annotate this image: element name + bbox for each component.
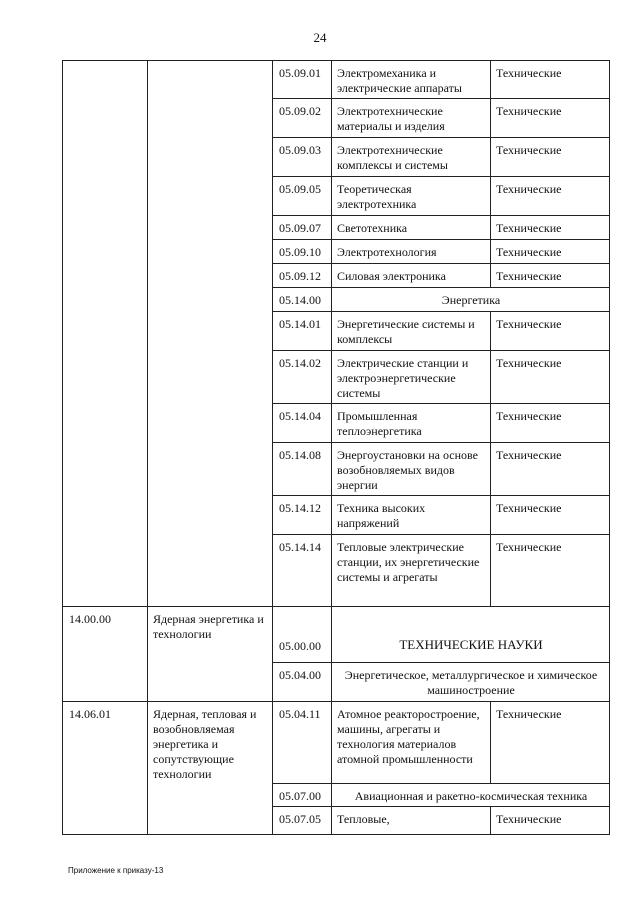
table-bottom-border	[62, 834, 610, 835]
specialty-name-cell: Электротехнические комплексы и системы	[331, 137, 490, 176]
specialty-code-cell: 05.14.02	[272, 350, 331, 403]
group-code-cell: 14.00.00	[62, 606, 147, 701]
specialty-name-cell: Тепловые,	[331, 806, 490, 834]
group-code-cell: 14.06.01	[62, 701, 147, 834]
specialty-code-cell: 05.14.00	[272, 287, 331, 311]
specialty-code-cell: 05.09.10	[272, 239, 331, 263]
specialty-code-cell: 05.09.02	[272, 98, 331, 137]
specialty-code-cell: 05.14.08	[272, 442, 331, 495]
page-number: 24	[313, 30, 327, 45]
science-field-cell: Технические	[490, 98, 609, 137]
specialty-code-cell: 05.14.14	[272, 534, 331, 606]
section-heading-cell: Энергетика	[331, 287, 609, 311]
section-heading-cell: Энергетическое, металлургическое и химическое машиностроение	[331, 662, 609, 701]
specialty-name-cell: Электротехнические материалы и изделия	[331, 98, 490, 137]
group-name-cell: Ядерная энергетика и технологии	[147, 606, 272, 701]
science-field-cell: Технические	[490, 176, 609, 215]
specialty-code-cell: 05.14.01	[272, 311, 331, 350]
group-code-cell-empty	[62, 60, 147, 606]
specialty-name-cell: Промышленная теплоэнергетика	[331, 403, 490, 442]
science-field-cell: Технические	[490, 403, 609, 442]
specialty-code-cell: 05.09.07	[272, 215, 331, 239]
specialty-code-cell: 05.07.05	[272, 806, 331, 834]
specialty-name-cell: Энергоустановки на основе возобновляемых видов энергии	[331, 442, 490, 495]
science-field-cell: Технические	[490, 215, 609, 239]
specialty-name-cell: Светотехника	[331, 215, 490, 239]
footer-note: Приложение к приказу-13	[68, 866, 164, 875]
group-name-cell: Ядерная, тепловая и возобновляемая энергетика и сопутствующие технологии	[147, 701, 272, 834]
specialty-code-cell: 05.04.11	[272, 701, 331, 783]
specialty-name-cell: Энергетические системы и комплексы	[331, 311, 490, 350]
specialty-name-cell: Электротехнология	[331, 239, 490, 263]
specialty-name-cell: Техника высоких напряжений	[331, 495, 490, 534]
science-field-cell: Технические	[490, 311, 609, 350]
specialty-code-cell: 05.09.12	[272, 263, 331, 287]
science-field-cell: Технические	[490, 534, 609, 606]
specialty-code-cell: 05.09.03	[272, 137, 331, 176]
science-field-cell: Технические	[490, 60, 609, 98]
specialty-code-cell: 05.04.00	[272, 662, 331, 701]
specialty-code-cell: 05.14.12	[272, 495, 331, 534]
specialty-name-cell: Силовая электроника	[331, 263, 490, 287]
section-heading-cell: ТЕХНИЧЕСКИЕ НАУКИ	[331, 606, 609, 662]
science-field-cell: Технические	[490, 806, 609, 834]
specialty-name-cell: Тепловые электрические станции, их энергетические системы и агрегаты	[331, 534, 490, 606]
specialty-code-cell: 05.00.00	[272, 606, 331, 662]
science-field-cell: Технические	[490, 701, 609, 783]
science-field-cell: Технические	[490, 239, 609, 263]
table-right-border	[609, 60, 610, 834]
specialty-code-cell: 05.09.05	[272, 176, 331, 215]
specialty-code-cell: 05.07.00	[272, 783, 331, 806]
science-field-cell: Технические	[490, 495, 609, 534]
group-name-cell-empty	[147, 60, 272, 606]
specialty-code-cell: 05.09.01	[272, 60, 331, 98]
science-field-cell: Технические	[490, 263, 609, 287]
science-field-cell: Технические	[490, 350, 609, 403]
science-field-cell: Технические	[490, 442, 609, 495]
specialty-code-cell: 05.14.04	[272, 403, 331, 442]
specialty-name-cell: Теоретическая электротехника	[331, 176, 490, 215]
section-heading-cell: Авиационная и ракетно-космическая техника	[331, 783, 609, 806]
specialty-name-cell: Атомное реакторостроение, машины, агрегаты и технология материалов атомной промышленности	[331, 701, 490, 783]
science-field-cell: Технические	[490, 137, 609, 176]
specialty-name-cell: Электромеханика и электрические аппараты	[331, 60, 490, 98]
specialty-name-cell: Электрические станции и электроэнергетические системы	[331, 350, 490, 403]
